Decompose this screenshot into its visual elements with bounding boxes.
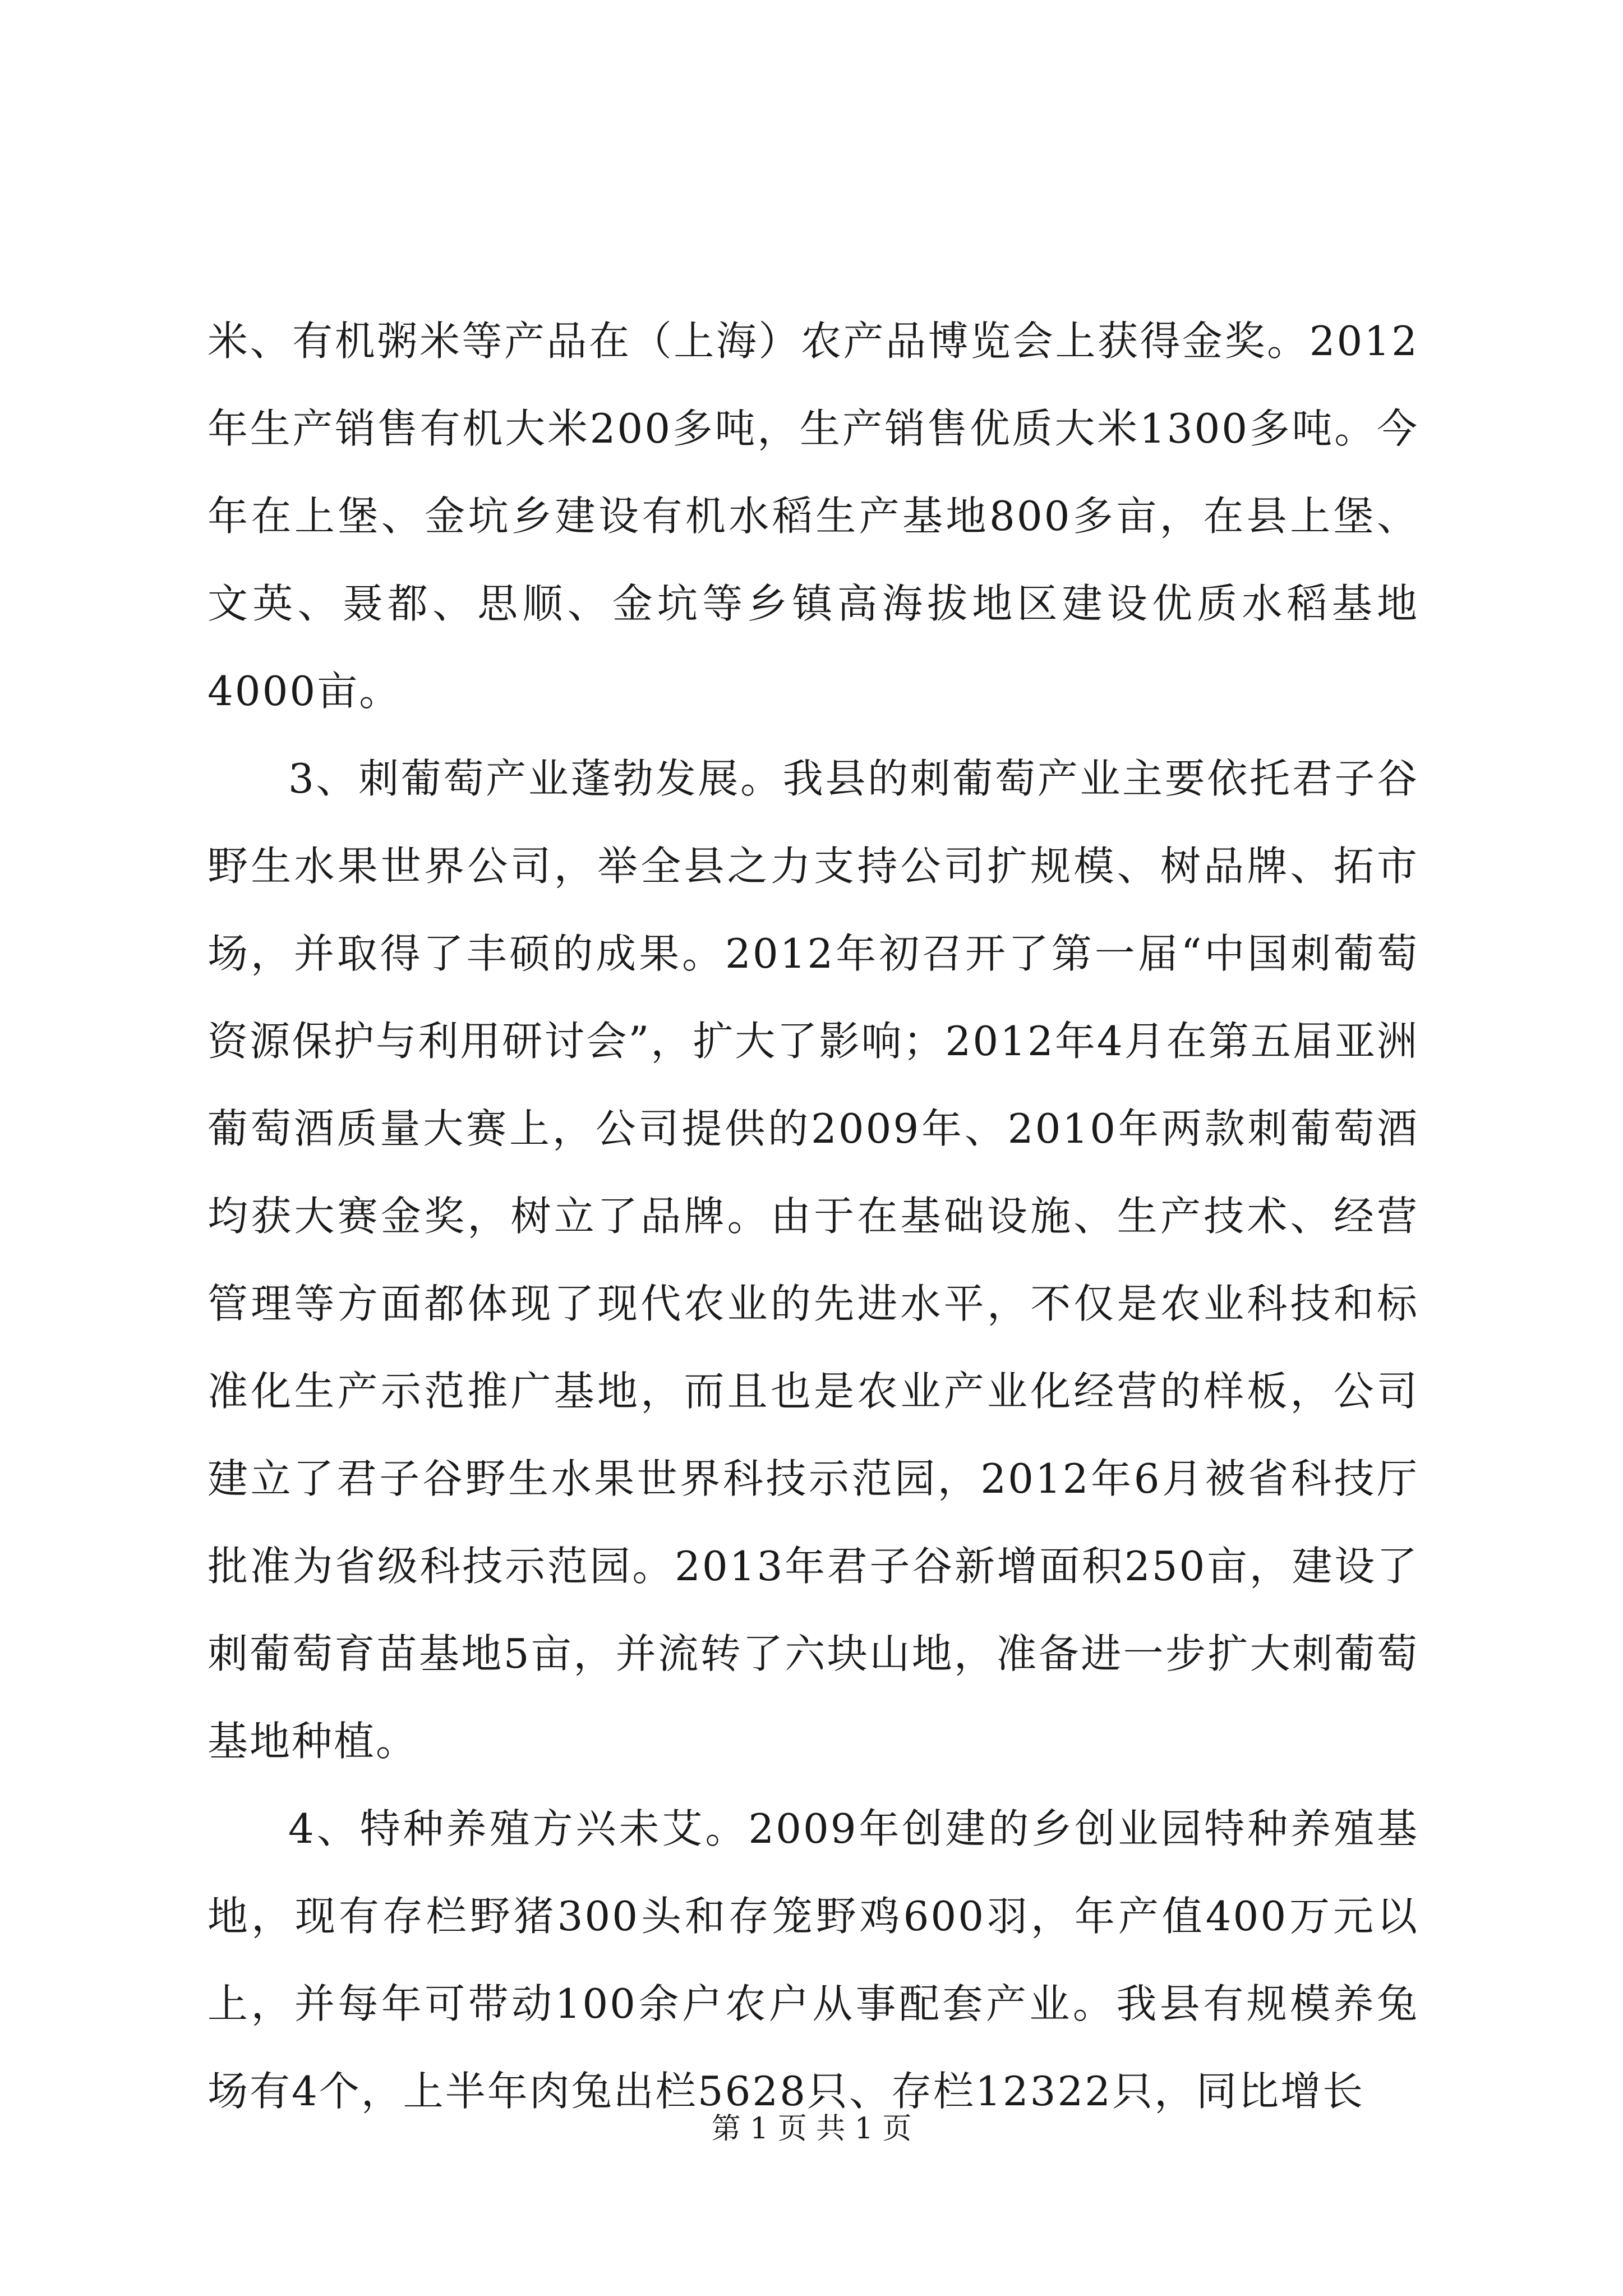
paragraph-rice-products: 米、有机粥米等产品在（上海）农产品博览会上获得金奖。2012年生产销售有机大米200多吨，生产销售优质大米1300多吨。今年在上堡、金坑乡建设有机水稻生产基地800多亩，在县上堡、文英、聂都、思顺、金坑等乡镇高海拔地区建设优质水稻基地4000亩。 xyxy=(208,318,1419,715)
page-number-label: 第 1 页 共 1 页 xyxy=(711,2112,912,2146)
page-footer xyxy=(0,2109,1623,2148)
paragraph-special-breeding: 4、特种养殖方兴未艾。2009年创建的乡创业园特种养殖基地，现有存栏野猪300头和存笼野鸡600羽，年产值400万元以上，并每年可带动100余户农户从事配套产业。我县有规模养兔场有4个，上半年肉兔出栏5628只、存栏12322只，同比增长 xyxy=(208,1805,1419,2115)
document-body xyxy=(208,297,1419,2135)
paragraph-thorn-grape-industry: 3、刺葡萄产业蓬勃发展。我县的刺葡萄产业主要依托君子谷野生水果世界公司，举全县之力支持公司扩规模、树品牌、拓市场，并取得了丰硕的成果。2012年初召开了第一届“中国刺葡萄资源保护与利用研讨会”，扩大了影响；2012年4月在第五届亚洲葡萄酒质量大赛上，公司提供的2009年、2010年两款刺葡萄酒均获大赛金奖，树立了品牌。由于在基础设施、生产技术、经营管理等方面都体现了现代农业的先进水平，不仅是农业科技和标准化生产示范推广基地，而且也是农业产业化经营的样板，公司建立了君子谷野生水果世界科技示范园，2012年6月被省科技厅批准为省级科技示范园。2013年君子谷新增面积250亩，建设了刺葡萄育苗基地5亩，并流转了六块山地，准备进一步扩大刺葡萄基地种植。 xyxy=(208,755,1419,1765)
